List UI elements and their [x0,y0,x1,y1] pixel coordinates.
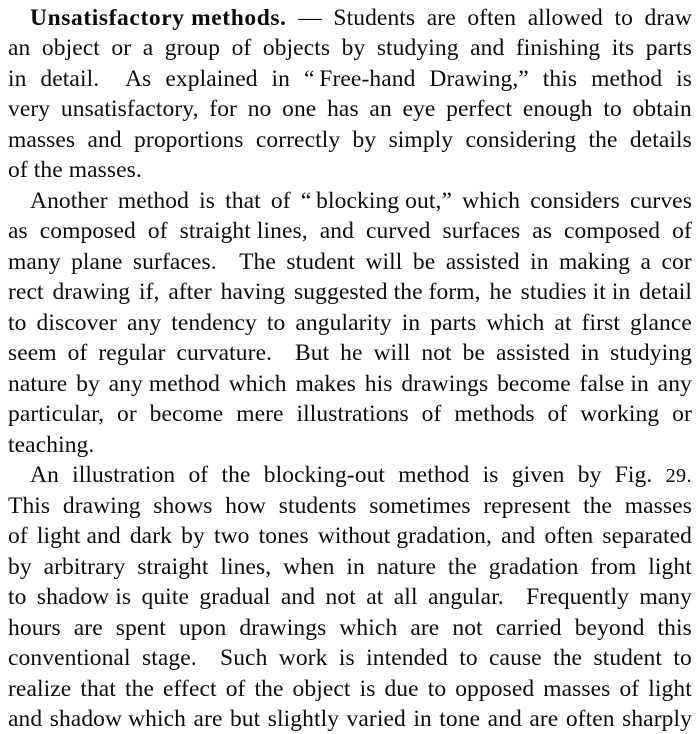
word: or [116,401,137,427]
word: working [580,401,660,427]
word: or [111,35,132,61]
word: an [8,35,31,61]
word: masses [543,676,611,702]
word: any [126,310,162,336]
word: from [590,554,637,580]
word: if, [138,279,160,305]
word: and [280,584,316,610]
word: are [529,706,559,732]
word: of [188,462,209,488]
em-dash: — [298,5,322,31]
word: this [542,66,578,92]
word: nature [376,554,437,580]
word: Students [333,5,416,31]
word: straight lines, [179,218,308,244]
word: is [359,676,376,702]
word: many [8,249,61,275]
word: lines, [220,554,272,580]
text-line [8,3,692,33]
word: at [554,310,572,336]
word: arbitrary [43,554,126,580]
text-line [8,643,692,673]
text-line [8,521,692,551]
word: glance [630,310,692,336]
word: not [452,615,483,641]
word: group [164,35,221,61]
word: will [373,340,411,366]
word: making [559,249,631,275]
word: masses [8,127,76,153]
word: studying [376,35,459,61]
word: detail. [40,66,100,92]
word: and [8,706,43,732]
word: gradation [488,554,579,580]
word: dark [129,523,172,549]
word: opposed [455,676,535,702]
word: straight [137,554,209,580]
word: parts [430,310,477,336]
text-line [8,125,692,155]
word: student [286,249,355,275]
word: will [365,249,403,275]
word: two [213,523,250,549]
word: quite [141,584,189,610]
word: in [8,66,27,92]
word: often [565,706,615,732]
word: sometimes [369,493,471,519]
word: he [489,279,512,305]
word: this [657,615,692,641]
word: simply [388,127,454,153]
word: upon [178,615,227,641]
word: be [462,340,486,366]
word: students [278,493,357,519]
word: after [168,279,212,305]
word: allowed [527,5,603,31]
text-line [8,216,692,246]
word: in [401,310,421,336]
word: he [340,340,363,366]
paragraph-start-word: Another [30,188,108,214]
word: considers [530,188,620,214]
word: any [657,371,692,397]
word: “ blocking out,” [300,188,452,214]
word: methods [454,401,535,427]
word: obtain [632,96,692,122]
word: of [421,401,442,427]
word: illustration [72,462,176,488]
word: As [113,66,152,92]
word: separated [602,523,692,549]
word: gradual [199,584,271,610]
word: cause [489,645,542,671]
word: Drawing,” [429,66,529,92]
word: assisted [495,340,570,366]
word: surfaces. [132,249,217,275]
word: plane [71,249,123,275]
word: by [181,523,205,549]
text-line [8,552,692,582]
word: student [593,645,663,671]
word: the [447,554,477,580]
word: to [427,676,447,702]
text-line [8,460,692,490]
word: any method [108,371,220,397]
word: method [398,462,470,488]
word: angular. [427,584,504,610]
text-line [8,399,692,429]
word: shadow is [36,584,132,610]
word: object [41,35,100,61]
word: drawings [239,615,327,641]
word: become [149,401,224,427]
word: composed [564,218,661,244]
word: surfaces [442,218,521,244]
word: rect [8,279,44,305]
word: slightly [267,706,340,732]
word: nature [8,371,68,397]
word: or [672,401,692,427]
word: the [588,127,618,153]
word: But [283,340,330,366]
word: “ Free-hand [303,66,416,92]
word: the [553,645,583,671]
word: seem [8,340,57,366]
word: which [339,615,398,641]
word: the [583,493,613,519]
word: be [412,249,436,275]
word: are [426,5,456,31]
word: is [199,188,215,214]
word: blocking-out [263,462,386,488]
word: cor [661,249,692,275]
word: in [271,66,291,92]
word: regular [98,340,166,366]
word: stage. [141,645,197,671]
word: due [384,676,419,702]
word: in [530,249,549,275]
word: The [227,249,276,275]
text-line [8,704,692,734]
word: work [278,645,328,671]
word: is [676,66,692,92]
text-line: of the masses. [8,157,142,183]
word: all [393,584,418,610]
word: of [547,401,568,427]
word: by [341,35,366,61]
word: tendency [171,310,257,336]
word: his [364,371,393,397]
word: at [366,584,384,610]
word: illustrations [296,401,409,427]
word: that [225,188,261,214]
word: an [369,96,392,122]
section-heading: Unsatisfactory methods. [30,5,287,31]
word: details [629,127,692,153]
word: method [117,188,189,214]
text-line [8,277,692,307]
word: not [421,340,452,366]
word: enough [522,96,593,122]
word: given [511,462,565,488]
word: shows [153,493,213,519]
word: the [254,676,284,702]
word: to [459,645,478,671]
word: to [603,96,622,122]
text-line [8,64,692,94]
word: of [225,676,246,702]
word: mere [236,401,284,427]
word: drawing [62,493,141,519]
word: for [209,96,237,122]
word: method [591,66,663,92]
word: are [193,706,223,732]
word: studying [610,340,692,366]
word: carried [495,615,562,641]
word: of [619,676,640,702]
word: assisted [445,249,520,275]
word: curved [365,218,431,244]
word: This [8,493,51,519]
word: of [231,35,252,61]
word: to [8,584,27,610]
text-line [8,94,692,124]
word: very [8,96,51,122]
word: intended [366,645,448,671]
word: of [67,340,88,366]
word: by [76,371,100,397]
word: light and [36,523,121,549]
word: which [486,310,545,336]
word: masses [624,493,692,519]
word: are [73,615,103,641]
word: is [482,462,499,488]
word: detail [639,279,692,305]
word: curvature. [176,340,273,366]
text-line [8,338,692,368]
word: how [225,493,267,519]
word: and [87,127,122,153]
word: one [282,96,317,122]
word: are [410,615,440,641]
word: in [580,340,600,366]
word: to [673,645,692,671]
word: proportions [134,127,244,153]
word: unsatisfactory, [60,96,199,122]
word: considering [465,127,577,153]
word: by [8,554,32,580]
word: Frequently [514,584,629,610]
text-line [8,674,692,704]
word: shadow which [49,706,187,732]
word: finishing [515,35,601,61]
word: hours [8,615,61,641]
word: realize [8,676,72,702]
word: makes [295,371,356,397]
word: discover [36,310,117,336]
word: without gradation, [317,523,492,549]
word: first [581,310,620,336]
word: when [283,554,335,580]
word: Such [208,645,268,671]
word: draw [644,5,692,31]
word: and [319,218,354,244]
word: object [292,676,351,702]
word: a [142,35,154,61]
word: often [467,5,517,31]
word: eye [402,96,436,122]
word: objects [262,35,331,61]
word: suggested the form, [294,279,481,305]
word: effect [163,676,217,702]
word: of [672,218,692,244]
word: by [577,462,602,488]
word: and [470,35,505,61]
word: often [544,523,594,549]
word: of [8,523,28,549]
word: as [532,218,553,244]
word: composed [39,218,136,244]
text-line [8,369,692,399]
word: of [147,218,168,244]
word: drawing [52,279,131,305]
word: which [462,188,521,214]
word: studies it in [520,279,631,305]
word: not [325,584,356,610]
word: tones [258,523,309,549]
text-line [8,613,692,643]
word: a [640,249,652,275]
word: by [352,127,377,153]
word: tone [439,706,481,732]
word: conventional [8,645,131,671]
word: has [327,96,359,122]
word: its [611,35,635,61]
word: curves [630,188,692,214]
word: sharply [622,706,692,732]
word: is [338,645,355,671]
word: the [221,462,251,488]
text-line [8,33,692,63]
word: having [220,279,286,305]
word: but [229,706,261,732]
word: parts [645,35,692,61]
figure-number: 29. [665,465,692,488]
word: many [639,584,692,610]
word: Fig. [614,462,653,488]
word: to [614,5,633,31]
word: become [497,371,571,397]
word: to [8,310,27,336]
word: in [346,554,365,580]
text-line [8,186,692,216]
word: in [413,706,432,732]
text-line [8,308,692,338]
word: beyond [574,615,645,641]
word: to [266,310,286,336]
word: and [487,706,522,732]
word: perfect [446,96,513,122]
word: light [648,676,692,702]
paragraph-start-word: An [30,462,59,488]
word: spent [115,615,166,641]
word: represent [483,493,571,519]
word: the [124,676,154,702]
word: of [270,188,291,214]
word: varied [346,706,406,732]
text-line [8,491,692,521]
text-line: teaching. [8,432,95,458]
word: and [501,523,536,549]
word: that [80,676,116,702]
word: drawings [401,371,489,397]
text-line [8,247,692,277]
text-line [8,582,692,612]
word: which [228,371,287,397]
word: false in [579,371,649,397]
word: light [648,554,692,580]
word: no [247,96,272,122]
word: explained [165,66,258,92]
word: particular, [8,401,105,427]
word: as [8,218,28,244]
word: angularity [295,310,392,336]
word: correctly [255,127,341,153]
